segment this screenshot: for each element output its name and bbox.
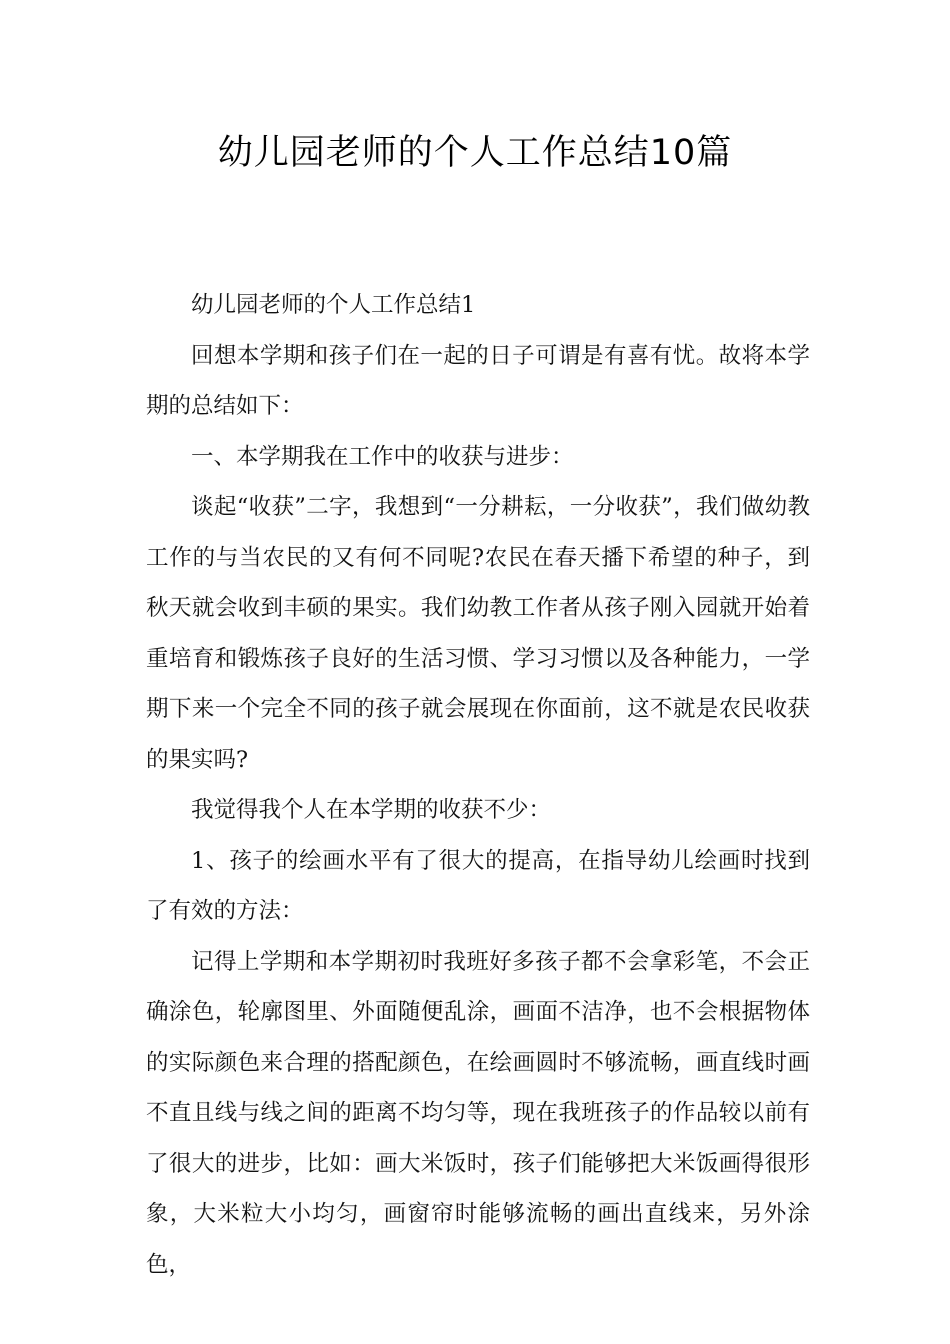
section-heading: 幼儿园老师的个人工作总结1 (191, 292, 476, 318)
section-heading: 一、本学期我在工作中的收获与进步： (191, 443, 574, 470)
body-paragraph: 1、孩子的绘画水平有了很大的提高，在指导幼儿绘画时找到了有效的方法： (146, 847, 810, 924)
body-paragraph: 回想本学期和孩子们在一起的日子可谓是有喜有忧。故将本学期的总结如下： (146, 342, 810, 419)
body-paragraph: 记得上学期和本学期初时我班好多孩子都不会拿彩笔，不会正确涂色，轮廓图里、外面随便乱涂，画面不洁净，也不会根据物体的实际颜色来合理的搭配颜色，在绘画圆时不够流畅，画直线时画不直且线与线之间的距离不均匀等，现在我班孩子的作品较以前有了很大的进步，比如：画大米饭时，孩子们能够把大米饭画得很形象，大米粒大小均匀，画窗帘时能够流畅的画出直线来，另外涂色， (146, 948, 810, 1278)
document-title: 幼儿园老师的个人工作总结10篇 (217, 133, 733, 173)
body-paragraph: 我觉得我个人在本学期的收获不少： (191, 797, 552, 823)
body-paragraph: 谈起“收获”二字，我想到“一分耕耘，一分收获”，我们做幼教工作的与当农民的又有何不同呢?农民在春天播下希望的种子，到秋天就会收到丰硕的果实。我们幼教工作者从孩子刚入园就开始着重培育和锻炼孩子良好的生活习惯、学习习惯以及各种能力，一学期下来一个完全不同的孩子就会展现在你面前，这不就是农民收获的果实吗? (146, 494, 810, 773)
document-body (146, 280, 810, 1290)
